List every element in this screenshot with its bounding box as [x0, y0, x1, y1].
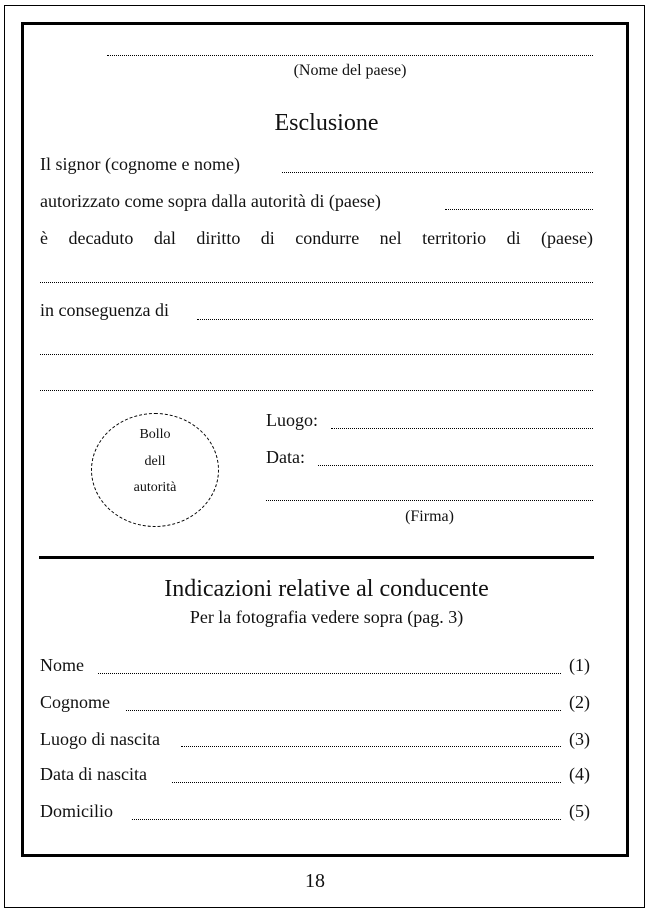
- driver-section-subtitle: Per la fotografia vedere sopra (pag. 3): [189, 607, 464, 627]
- field-data-nascita-number: (4): [569, 764, 590, 784]
- data-field[interactable]: [318, 465, 593, 466]
- field-domicilio-label: Domicilio: [40, 801, 113, 821]
- section-divider: [39, 556, 594, 559]
- firma-label: (Firma): [405, 508, 454, 525]
- page-number: 18: [305, 870, 325, 892]
- field-cognome-input[interactable]: [126, 710, 561, 711]
- conseguenza-label: in conseguenza di: [40, 300, 169, 320]
- country-name-line[interactable]: [107, 55, 593, 56]
- field-cognome-number: (2): [569, 692, 590, 712]
- stamp-line-1: Bollo: [139, 427, 171, 442]
- driver-section-title: Indicazioni relative al conducente: [164, 576, 489, 602]
- field-domicilio-input[interactable]: [132, 819, 561, 820]
- territorio-field[interactable]: [40, 282, 593, 283]
- field-luogo-nascita-label: Luogo di nascita: [40, 729, 160, 749]
- luogo-field[interactable]: [331, 428, 593, 429]
- signor-field[interactable]: [282, 172, 593, 173]
- stamp-line-2: dell: [144, 454, 166, 469]
- firma-field[interactable]: [266, 500, 593, 501]
- field-cognome-label: Cognome: [40, 692, 110, 712]
- authority-stamp-circle: [91, 413, 219, 527]
- signor-label: Il signor (cognome e nome): [40, 154, 240, 174]
- conseguenza-field[interactable]: [197, 319, 593, 320]
- country-name-label: (Nome del paese): [293, 62, 407, 79]
- luogo-label: Luogo:: [266, 410, 318, 430]
- data-label: Data:: [266, 447, 305, 467]
- autorita-field[interactable]: [445, 209, 593, 210]
- conseguenza-field-2[interactable]: [40, 354, 593, 355]
- field-luogo-nascita-number: (3): [569, 729, 590, 749]
- field-nome-label: Nome: [40, 655, 84, 675]
- autorizzato-label: autorizzato come sopra dalla autorità di (paese): [40, 191, 381, 211]
- section-title: Esclusione: [274, 110, 379, 136]
- field-data-nascita-input[interactable]: [172, 782, 561, 783]
- conseguenza-field-3[interactable]: [40, 390, 593, 391]
- field-data-nascita-label: Data di nascita: [40, 764, 147, 784]
- field-domicilio-number: (5): [569, 801, 590, 821]
- field-nome-number: (1): [569, 655, 590, 675]
- field-nome-input[interactable]: [98, 673, 561, 674]
- field-luogo-nascita-input[interactable]: [181, 746, 561, 747]
- decaduto-label: è decaduto dal diritto di condurre nel territorio di (paese): [40, 228, 593, 248]
- stamp-line-3: autorità: [133, 480, 177, 495]
